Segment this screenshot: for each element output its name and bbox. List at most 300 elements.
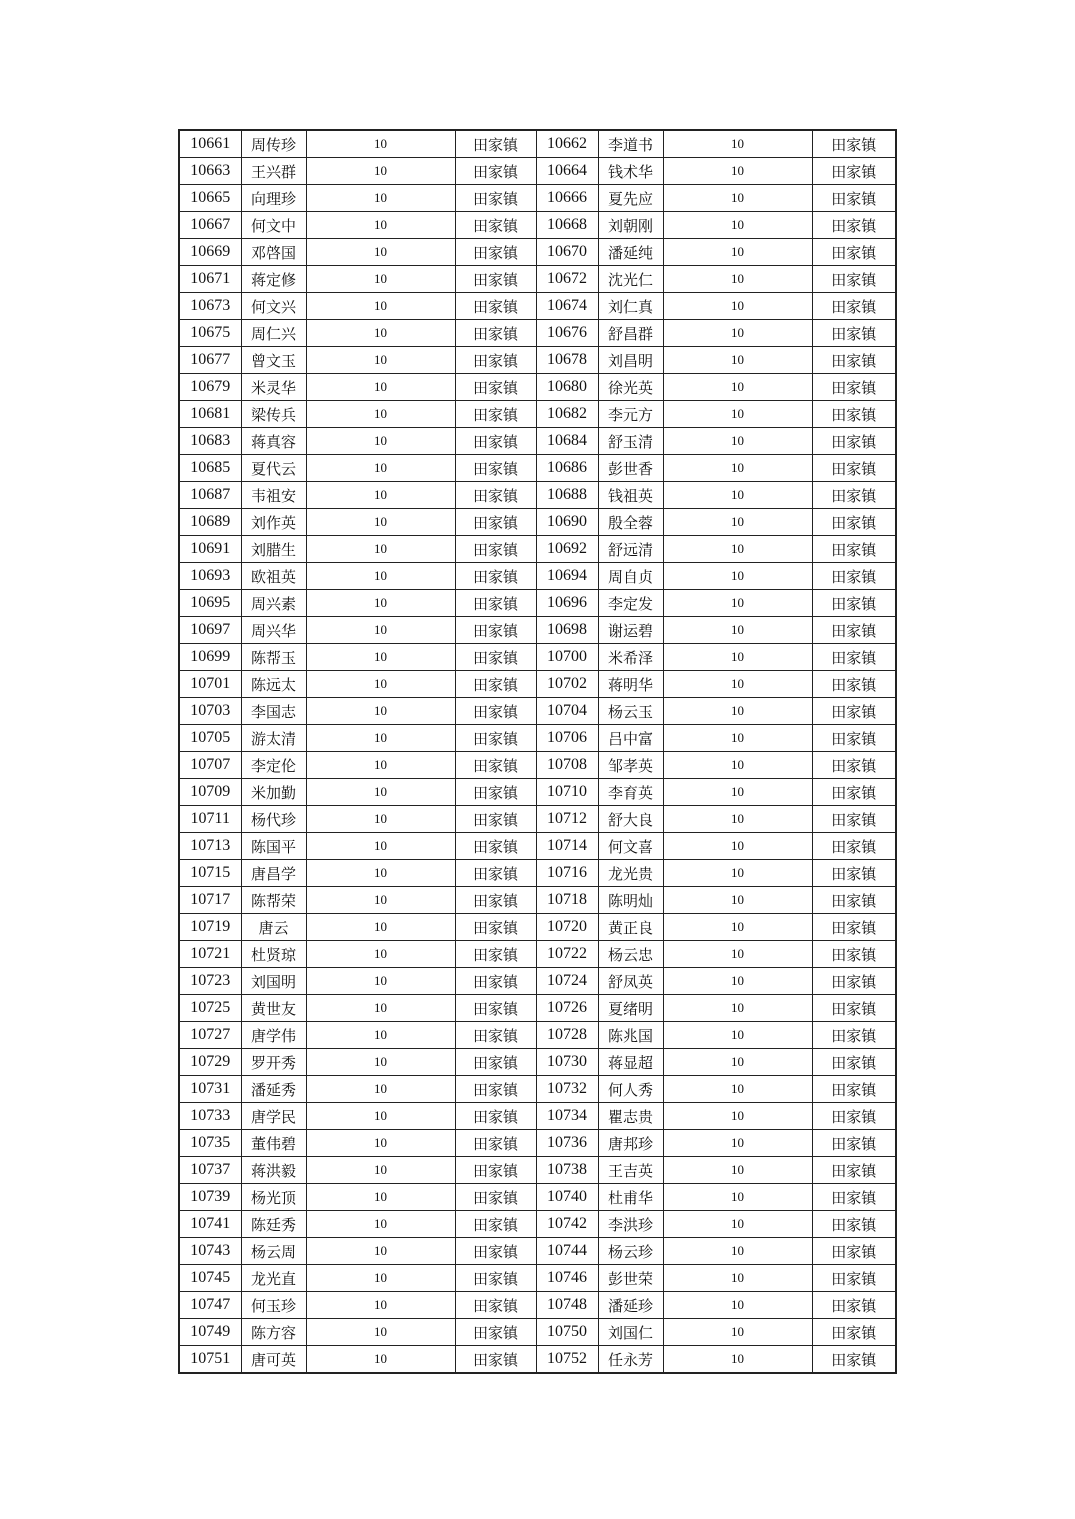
left-record-id-cell: 10711 — [179, 806, 241, 833]
left-record-id-cell: 10727 — [179, 1022, 241, 1049]
table-row — [179, 212, 896, 239]
right-person-name-cell: 蒋显超 — [598, 1049, 663, 1076]
right-town-cell: 田家镇 — [812, 995, 896, 1022]
left-record-id-cell: 10723 — [179, 968, 241, 995]
right-record-id-cell: 10678 — [536, 347, 598, 374]
table-row — [179, 671, 896, 698]
right-person-name-cell: 蒋明华 — [598, 671, 663, 698]
right-person-name-cell: 杨云珍 — [598, 1238, 663, 1265]
right-record-id-cell: 10720 — [536, 914, 598, 941]
right-amount-cell: 10 — [663, 590, 812, 617]
right-record-id-cell: 10712 — [536, 806, 598, 833]
left-record-id-cell: 10673 — [179, 293, 241, 320]
left-town-cell: 田家镇 — [455, 1319, 536, 1346]
right-town-cell: 田家镇 — [812, 941, 896, 968]
left-person-name-cell: 周兴华 — [241, 617, 306, 644]
left-town-cell: 田家镇 — [455, 887, 536, 914]
left-person-name-cell: 唐可英 — [241, 1346, 306, 1374]
left-amount-cell: 10 — [306, 833, 455, 860]
left-amount-cell: 10 — [306, 239, 455, 266]
right-record-id-cell: 10694 — [536, 563, 598, 590]
right-town-cell: 田家镇 — [812, 779, 896, 806]
table-row — [179, 995, 896, 1022]
right-person-name-cell: 何人秀 — [598, 1076, 663, 1103]
right-person-name-cell: 沈光仁 — [598, 266, 663, 293]
right-record-id-cell: 10668 — [536, 212, 598, 239]
right-town-cell: 田家镇 — [812, 1076, 896, 1103]
right-person-name-cell: 舒昌群 — [598, 320, 663, 347]
right-person-name-cell: 周自贞 — [598, 563, 663, 590]
right-town-cell: 田家镇 — [812, 266, 896, 293]
left-person-name-cell: 蒋定修 — [241, 266, 306, 293]
right-record-id-cell: 10750 — [536, 1319, 598, 1346]
left-amount-cell: 10 — [306, 1292, 455, 1319]
left-town-cell: 田家镇 — [455, 698, 536, 725]
right-person-name-cell: 何文喜 — [598, 833, 663, 860]
left-person-name-cell: 梁传兵 — [241, 401, 306, 428]
left-town-cell: 田家镇 — [455, 752, 536, 779]
left-town-cell: 田家镇 — [455, 266, 536, 293]
right-record-id-cell: 10702 — [536, 671, 598, 698]
table-row — [179, 239, 896, 266]
right-record-id-cell: 10724 — [536, 968, 598, 995]
right-town-cell: 田家镇 — [812, 455, 896, 482]
right-person-name-cell: 李道书 — [598, 130, 663, 158]
right-town-cell: 田家镇 — [812, 968, 896, 995]
right-person-name-cell: 舒玉清 — [598, 428, 663, 455]
table-row — [179, 347, 896, 374]
left-town-cell: 田家镇 — [455, 239, 536, 266]
right-town-cell: 田家镇 — [812, 752, 896, 779]
table-row — [179, 806, 896, 833]
left-town-cell: 田家镇 — [455, 428, 536, 455]
right-record-id-cell: 10662 — [536, 130, 598, 158]
right-amount-cell: 10 — [663, 185, 812, 212]
left-town-cell: 田家镇 — [455, 644, 536, 671]
left-person-name-cell: 唐学民 — [241, 1103, 306, 1130]
right-record-id-cell: 10682 — [536, 401, 598, 428]
left-town-cell: 田家镇 — [455, 455, 536, 482]
right-record-id-cell: 10710 — [536, 779, 598, 806]
table-row — [179, 833, 896, 860]
right-amount-cell: 10 — [663, 212, 812, 239]
right-record-id-cell: 10666 — [536, 185, 598, 212]
left-record-id-cell: 10751 — [179, 1346, 241, 1374]
right-town-cell: 田家镇 — [812, 239, 896, 266]
left-person-name-cell: 周兴素 — [241, 590, 306, 617]
right-person-name-cell: 龙光贵 — [598, 860, 663, 887]
left-person-name-cell: 何文中 — [241, 212, 306, 239]
right-record-id-cell: 10716 — [536, 860, 598, 887]
left-amount-cell: 10 — [306, 1022, 455, 1049]
right-amount-cell: 10 — [663, 130, 812, 158]
right-town-cell: 田家镇 — [812, 1130, 896, 1157]
left-town-cell: 田家镇 — [455, 401, 536, 428]
right-person-name-cell: 夏先应 — [598, 185, 663, 212]
left-person-name-cell: 周传珍 — [241, 130, 306, 158]
right-amount-cell: 10 — [663, 1184, 812, 1211]
roster-body — [179, 130, 896, 1373]
right-record-id-cell: 10752 — [536, 1346, 598, 1374]
right-record-id-cell: 10726 — [536, 995, 598, 1022]
left-person-name-cell: 杨光顶 — [241, 1184, 306, 1211]
left-town-cell: 田家镇 — [455, 1049, 536, 1076]
left-amount-cell: 10 — [306, 347, 455, 374]
left-amount-cell: 10 — [306, 968, 455, 995]
right-person-name-cell: 李定发 — [598, 590, 663, 617]
right-town-cell: 田家镇 — [812, 1022, 896, 1049]
left-amount-cell: 10 — [306, 914, 455, 941]
right-town-cell: 田家镇 — [812, 1049, 896, 1076]
left-town-cell: 田家镇 — [455, 374, 536, 401]
right-town-cell: 田家镇 — [812, 1211, 896, 1238]
table-row — [179, 860, 896, 887]
left-person-name-cell: 何文兴 — [241, 293, 306, 320]
right-record-id-cell: 10708 — [536, 752, 598, 779]
left-record-id-cell: 10729 — [179, 1049, 241, 1076]
left-person-name-cell: 刘作英 — [241, 509, 306, 536]
table-row — [179, 320, 896, 347]
left-town-cell: 田家镇 — [455, 1076, 536, 1103]
right-town-cell: 田家镇 — [812, 725, 896, 752]
right-person-name-cell: 任永芳 — [598, 1346, 663, 1374]
left-record-id-cell: 10733 — [179, 1103, 241, 1130]
left-town-cell: 田家镇 — [455, 1292, 536, 1319]
table-row — [179, 455, 896, 482]
right-record-id-cell: 10674 — [536, 293, 598, 320]
left-record-id-cell: 10737 — [179, 1157, 241, 1184]
left-amount-cell: 10 — [306, 1103, 455, 1130]
right-person-name-cell: 殷全蓉 — [598, 509, 663, 536]
right-amount-cell: 10 — [663, 293, 812, 320]
left-amount-cell: 10 — [306, 995, 455, 1022]
left-record-id-cell: 10671 — [179, 266, 241, 293]
right-amount-cell: 10 — [663, 1157, 812, 1184]
right-record-id-cell: 10732 — [536, 1076, 598, 1103]
right-person-name-cell: 刘朝刚 — [598, 212, 663, 239]
left-amount-cell: 10 — [306, 1211, 455, 1238]
left-town-cell: 田家镇 — [455, 1346, 536, 1374]
right-amount-cell: 10 — [663, 455, 812, 482]
left-town-cell: 田家镇 — [455, 130, 536, 158]
right-record-id-cell: 10698 — [536, 617, 598, 644]
right-amount-cell: 10 — [663, 428, 812, 455]
right-person-name-cell: 舒凤英 — [598, 968, 663, 995]
left-amount-cell: 10 — [306, 509, 455, 536]
table-row — [179, 752, 896, 779]
left-amount-cell: 10 — [306, 1157, 455, 1184]
right-person-name-cell: 杨云忠 — [598, 941, 663, 968]
left-person-name-cell: 何玉珍 — [241, 1292, 306, 1319]
right-person-name-cell: 瞿志贵 — [598, 1103, 663, 1130]
right-amount-cell: 10 — [663, 320, 812, 347]
right-town-cell: 田家镇 — [812, 914, 896, 941]
left-person-name-cell: 蒋真容 — [241, 428, 306, 455]
left-amount-cell: 10 — [306, 887, 455, 914]
left-record-id-cell: 10707 — [179, 752, 241, 779]
left-amount-cell: 10 — [306, 1238, 455, 1265]
left-amount-cell: 10 — [306, 1130, 455, 1157]
left-person-name-cell: 杨云周 — [241, 1238, 306, 1265]
left-amount-cell: 10 — [306, 671, 455, 698]
left-person-name-cell: 唐云 — [241, 914, 306, 941]
left-town-cell: 田家镇 — [455, 1238, 536, 1265]
right-person-name-cell: 邹孝英 — [598, 752, 663, 779]
right-record-id-cell: 10718 — [536, 887, 598, 914]
right-town-cell: 田家镇 — [812, 806, 896, 833]
left-record-id-cell: 10691 — [179, 536, 241, 563]
table-row — [179, 374, 896, 401]
right-person-name-cell: 杜甫华 — [598, 1184, 663, 1211]
left-amount-cell: 10 — [306, 212, 455, 239]
left-record-id-cell: 10731 — [179, 1076, 241, 1103]
left-person-name-cell: 陈帮玉 — [241, 644, 306, 671]
right-person-name-cell: 杨云玉 — [598, 698, 663, 725]
table-row — [179, 1238, 896, 1265]
roster-table — [178, 129, 897, 1374]
left-town-cell: 田家镇 — [455, 158, 536, 185]
table-row — [179, 1103, 896, 1130]
left-town-cell: 田家镇 — [455, 482, 536, 509]
right-person-name-cell: 刘国仁 — [598, 1319, 663, 1346]
left-person-name-cell: 罗开秀 — [241, 1049, 306, 1076]
right-person-name-cell: 唐邦珍 — [598, 1130, 663, 1157]
left-person-name-cell: 杜贤琼 — [241, 941, 306, 968]
left-town-cell: 田家镇 — [455, 725, 536, 752]
right-record-id-cell: 10706 — [536, 725, 598, 752]
right-amount-cell: 10 — [663, 671, 812, 698]
left-person-name-cell: 陈远太 — [241, 671, 306, 698]
right-record-id-cell: 10736 — [536, 1130, 598, 1157]
left-person-name-cell: 董伟碧 — [241, 1130, 306, 1157]
right-person-name-cell: 李洪珍 — [598, 1211, 663, 1238]
left-town-cell: 田家镇 — [455, 779, 536, 806]
left-town-cell: 田家镇 — [455, 293, 536, 320]
left-record-id-cell: 10709 — [179, 779, 241, 806]
right-record-id-cell: 10696 — [536, 590, 598, 617]
table-row — [179, 1292, 896, 1319]
left-amount-cell: 10 — [306, 617, 455, 644]
left-person-name-cell: 陈廷秀 — [241, 1211, 306, 1238]
right-record-id-cell: 10738 — [536, 1157, 598, 1184]
left-town-cell: 田家镇 — [455, 1130, 536, 1157]
table-row — [179, 968, 896, 995]
right-record-id-cell: 10748 — [536, 1292, 598, 1319]
table-row — [179, 1130, 896, 1157]
left-person-name-cell: 周仁兴 — [241, 320, 306, 347]
right-amount-cell: 10 — [663, 401, 812, 428]
left-amount-cell: 10 — [306, 293, 455, 320]
right-person-name-cell: 黄正良 — [598, 914, 663, 941]
right-town-cell: 田家镇 — [812, 509, 896, 536]
right-record-id-cell: 10734 — [536, 1103, 598, 1130]
left-town-cell: 田家镇 — [455, 617, 536, 644]
right-amount-cell: 10 — [663, 1319, 812, 1346]
table-row — [179, 158, 896, 185]
left-person-name-cell: 蒋洪毅 — [241, 1157, 306, 1184]
left-record-id-cell: 10747 — [179, 1292, 241, 1319]
left-amount-cell: 10 — [306, 941, 455, 968]
right-person-name-cell: 钱术华 — [598, 158, 663, 185]
table-row — [179, 1211, 896, 1238]
left-record-id-cell: 10681 — [179, 401, 241, 428]
table-row — [179, 130, 896, 158]
right-person-name-cell: 刘仁真 — [598, 293, 663, 320]
right-town-cell: 田家镇 — [812, 1292, 896, 1319]
table-row — [179, 509, 896, 536]
left-amount-cell: 10 — [306, 1184, 455, 1211]
right-person-name-cell: 舒远清 — [598, 536, 663, 563]
left-town-cell: 田家镇 — [455, 833, 536, 860]
right-record-id-cell: 10746 — [536, 1265, 598, 1292]
left-record-id-cell: 10677 — [179, 347, 241, 374]
right-person-name-cell: 夏绪明 — [598, 995, 663, 1022]
right-town-cell: 田家镇 — [812, 833, 896, 860]
left-person-name-cell: 米灵华 — [241, 374, 306, 401]
right-person-name-cell: 刘昌明 — [598, 347, 663, 374]
right-record-id-cell: 10744 — [536, 1238, 598, 1265]
right-person-name-cell: 彭世香 — [598, 455, 663, 482]
left-person-name-cell: 曾文玉 — [241, 347, 306, 374]
left-record-id-cell: 10717 — [179, 887, 241, 914]
left-person-name-cell: 韦祖安 — [241, 482, 306, 509]
left-amount-cell: 10 — [306, 752, 455, 779]
left-amount-cell: 10 — [306, 1076, 455, 1103]
right-town-cell: 田家镇 — [812, 1103, 896, 1130]
table-row — [179, 590, 896, 617]
right-amount-cell: 10 — [663, 347, 812, 374]
table-row — [179, 482, 896, 509]
left-amount-cell: 10 — [306, 806, 455, 833]
table-row — [179, 644, 896, 671]
left-amount-cell: 10 — [306, 779, 455, 806]
left-record-id-cell: 10667 — [179, 212, 241, 239]
right-amount-cell: 10 — [663, 1238, 812, 1265]
right-town-cell: 田家镇 — [812, 1157, 896, 1184]
right-town-cell: 田家镇 — [812, 1184, 896, 1211]
left-town-cell: 田家镇 — [455, 1103, 536, 1130]
right-person-name-cell: 舒大良 — [598, 806, 663, 833]
left-person-name-cell: 龙光直 — [241, 1265, 306, 1292]
left-person-name-cell: 游太清 — [241, 725, 306, 752]
right-amount-cell: 10 — [663, 1049, 812, 1076]
left-record-id-cell: 10741 — [179, 1211, 241, 1238]
left-record-id-cell: 10661 — [179, 130, 241, 158]
right-amount-cell: 10 — [663, 1130, 812, 1157]
left-record-id-cell: 10721 — [179, 941, 241, 968]
table-row — [179, 293, 896, 320]
right-record-id-cell: 10728 — [536, 1022, 598, 1049]
right-town-cell: 田家镇 — [812, 212, 896, 239]
left-town-cell: 田家镇 — [455, 1184, 536, 1211]
right-amount-cell: 10 — [663, 239, 812, 266]
right-town-cell: 田家镇 — [812, 130, 896, 158]
right-person-name-cell: 吕中富 — [598, 725, 663, 752]
left-person-name-cell: 王兴群 — [241, 158, 306, 185]
left-person-name-cell: 唐昌学 — [241, 860, 306, 887]
right-amount-cell: 10 — [663, 158, 812, 185]
left-amount-cell: 10 — [306, 455, 455, 482]
left-amount-cell: 10 — [306, 725, 455, 752]
left-record-id-cell: 10699 — [179, 644, 241, 671]
right-record-id-cell: 10664 — [536, 158, 598, 185]
right-town-cell: 田家镇 — [812, 860, 896, 887]
left-record-id-cell: 10675 — [179, 320, 241, 347]
right-amount-cell: 10 — [663, 266, 812, 293]
right-amount-cell: 10 — [663, 914, 812, 941]
right-amount-cell: 10 — [663, 725, 812, 752]
table-row — [179, 779, 896, 806]
right-amount-cell: 10 — [663, 1346, 812, 1374]
left-record-id-cell: 10697 — [179, 617, 241, 644]
right-person-name-cell: 谢运碧 — [598, 617, 663, 644]
table-row — [179, 941, 896, 968]
left-record-id-cell: 10689 — [179, 509, 241, 536]
left-amount-cell: 10 — [306, 428, 455, 455]
table-row — [179, 1346, 896, 1374]
table-row — [179, 698, 896, 725]
left-person-name-cell: 刘腊生 — [241, 536, 306, 563]
right-amount-cell: 10 — [663, 1292, 812, 1319]
table-row — [179, 401, 896, 428]
right-town-cell: 田家镇 — [812, 563, 896, 590]
table-row — [179, 1022, 896, 1049]
left-town-cell: 田家镇 — [455, 941, 536, 968]
left-amount-cell: 10 — [306, 644, 455, 671]
right-amount-cell: 10 — [663, 860, 812, 887]
right-record-id-cell: 10680 — [536, 374, 598, 401]
left-record-id-cell: 10743 — [179, 1238, 241, 1265]
left-amount-cell: 10 — [306, 374, 455, 401]
right-town-cell: 田家镇 — [812, 374, 896, 401]
right-amount-cell: 10 — [663, 887, 812, 914]
left-record-id-cell: 10713 — [179, 833, 241, 860]
right-person-name-cell: 米希泽 — [598, 644, 663, 671]
right-record-id-cell: 10700 — [536, 644, 598, 671]
left-person-name-cell: 夏代云 — [241, 455, 306, 482]
right-record-id-cell: 10714 — [536, 833, 598, 860]
left-record-id-cell: 10745 — [179, 1265, 241, 1292]
left-town-cell: 田家镇 — [455, 1265, 536, 1292]
right-amount-cell: 10 — [663, 779, 812, 806]
right-amount-cell: 10 — [663, 1265, 812, 1292]
left-record-id-cell: 10739 — [179, 1184, 241, 1211]
right-town-cell: 田家镇 — [812, 617, 896, 644]
right-person-name-cell: 陈明灿 — [598, 887, 663, 914]
left-person-name-cell: 向理珍 — [241, 185, 306, 212]
table-row — [179, 1319, 896, 1346]
table-row — [179, 563, 896, 590]
left-amount-cell: 10 — [306, 563, 455, 590]
right-town-cell: 田家镇 — [812, 347, 896, 374]
right-record-id-cell: 10722 — [536, 941, 598, 968]
left-town-cell: 田家镇 — [455, 914, 536, 941]
right-amount-cell: 10 — [663, 806, 812, 833]
right-record-id-cell: 10686 — [536, 455, 598, 482]
right-record-id-cell: 10730 — [536, 1049, 598, 1076]
left-amount-cell: 10 — [306, 860, 455, 887]
left-town-cell: 田家镇 — [455, 347, 536, 374]
right-amount-cell: 10 — [663, 482, 812, 509]
left-record-id-cell: 10735 — [179, 1130, 241, 1157]
right-record-id-cell: 10684 — [536, 428, 598, 455]
right-record-id-cell: 10676 — [536, 320, 598, 347]
right-town-cell: 田家镇 — [812, 401, 896, 428]
left-town-cell: 田家镇 — [455, 590, 536, 617]
left-town-cell: 田家镇 — [455, 1211, 536, 1238]
right-town-cell: 田家镇 — [812, 698, 896, 725]
left-person-name-cell: 黄世友 — [241, 995, 306, 1022]
